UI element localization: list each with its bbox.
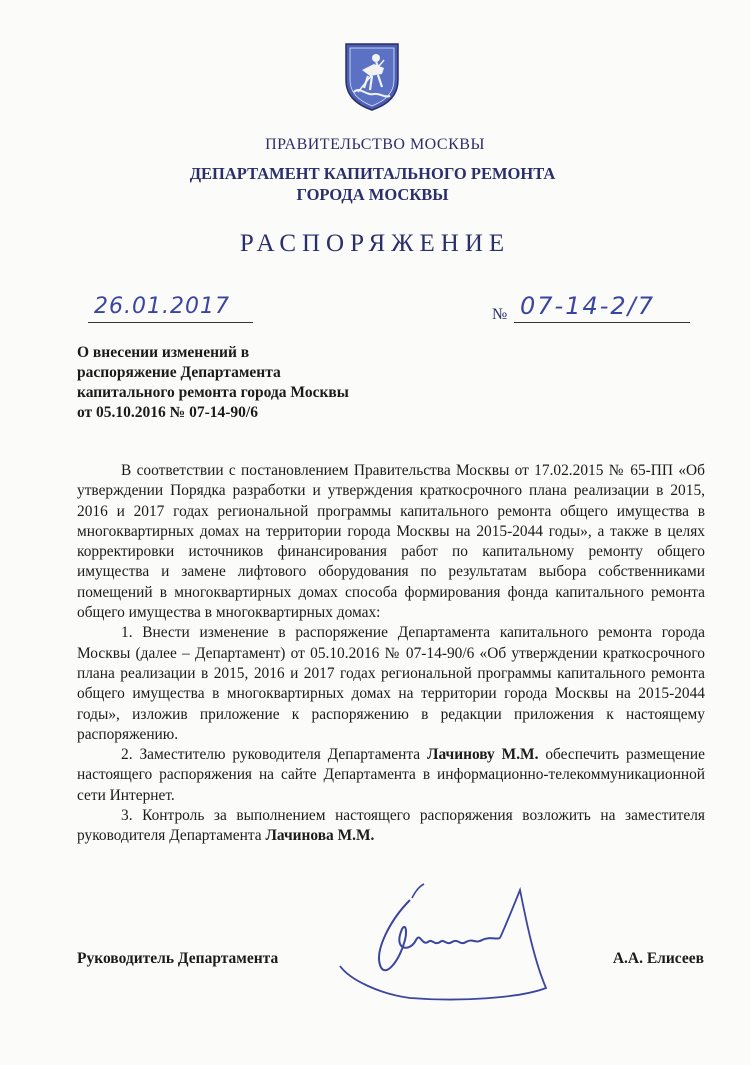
- number-label: №: [492, 306, 508, 323]
- item-1-paragraph: 1. Внести изменение в распоряжение Департамента капитального ремонта города Москвы (далее – Департамент) от 05.10.2016 № 07-14-90/6 «Об утверждении краткосрочного плана реализации в 2015, 2016 и 2017 годах региональной программы капитального ремонта общего имущества в многоквартирных домах на территории города Москвы на 2015-2044 годы», изложив приложение к распоряжению в редакции приложения к настоящему распоряжению.: [77, 624, 705, 743]
- document-type: РАСПОРЯЖЕНИЕ: [239, 230, 511, 257]
- item-3-responsible-person: Лачинова М.М.: [265, 827, 375, 845]
- handwritten-signature: [320, 880, 570, 1010]
- subject-line-1: О внесении изменений в: [77, 344, 250, 361]
- handwritten-number: 07-14-2/7: [520, 292, 656, 320]
- item-2-text-start: 2. Заместителю руководителя Департамента: [121, 746, 427, 764]
- subject-line-3: капитального ремонта города Москвы: [77, 384, 349, 401]
- date-field: [88, 296, 263, 326]
- department-line-1: ДЕПАРТАМЕНТ КАПИТАЛЬНОГО РЕМОНТА: [189, 164, 556, 183]
- item-2-text-end: обеспечить размещение настоящего распоряжения на сайте Департамента в информационно-телекоммуникационной сети Интернет.: [77, 746, 705, 804]
- date-underline: [88, 322, 253, 323]
- number-field: [492, 292, 697, 336]
- item-3-text-start: 3. Контроль за выполнением настоящего распоряжения возложить на заместителя руководителя Департамента: [77, 807, 705, 845]
- government-name: ПРАВИТЕЛЬСТВО МОСКВЫ: [265, 136, 485, 153]
- signatory-name: А.А. Елисеев: [612, 950, 704, 967]
- item-3-paragraph: [77, 806, 705, 847]
- handwritten-date: 26.01.2017: [94, 294, 230, 319]
- moscow-coat-of-arms-icon: [340, 40, 404, 112]
- department-line-2: ГОРОДА МОСКВЫ: [296, 185, 449, 204]
- subject-line-2: распоряжение Департамента: [77, 364, 281, 381]
- document-subject: [77, 343, 407, 423]
- signatory-title: Руководитель Департамента: [77, 950, 279, 967]
- document-body: [77, 461, 705, 847]
- number-underline: [514, 322, 690, 323]
- department-name: [0, 163, 745, 205]
- item-2-paragraph: [77, 745, 705, 806]
- item-2-responsible-person: Лачинову М.М.: [427, 746, 539, 764]
- preamble-paragraph: В соответствии с постановлением Правительства Москвы от 17.02.2015 № 65-ПП «Об утверждении Порядка разработки и утверждения краткосрочного плана реализации в 2015, 2016 и 2017 годах региональной программы капитального ремонта общего имущества в многоквартирных домах на территории города Москвы на 2015-2044 годы», а также в целях корректировки источников финансирования работ по капитальному ремонту общего имущества и замене лифтового оборудования по результатам выбора собственниками помещений в многоквартирных домах способа формирования фонда капитального ремонта общего имущества в многоквартирных домах:: [77, 462, 705, 622]
- subject-line-4: от 05.10.2016 № 07-14-90/6: [77, 404, 258, 421]
